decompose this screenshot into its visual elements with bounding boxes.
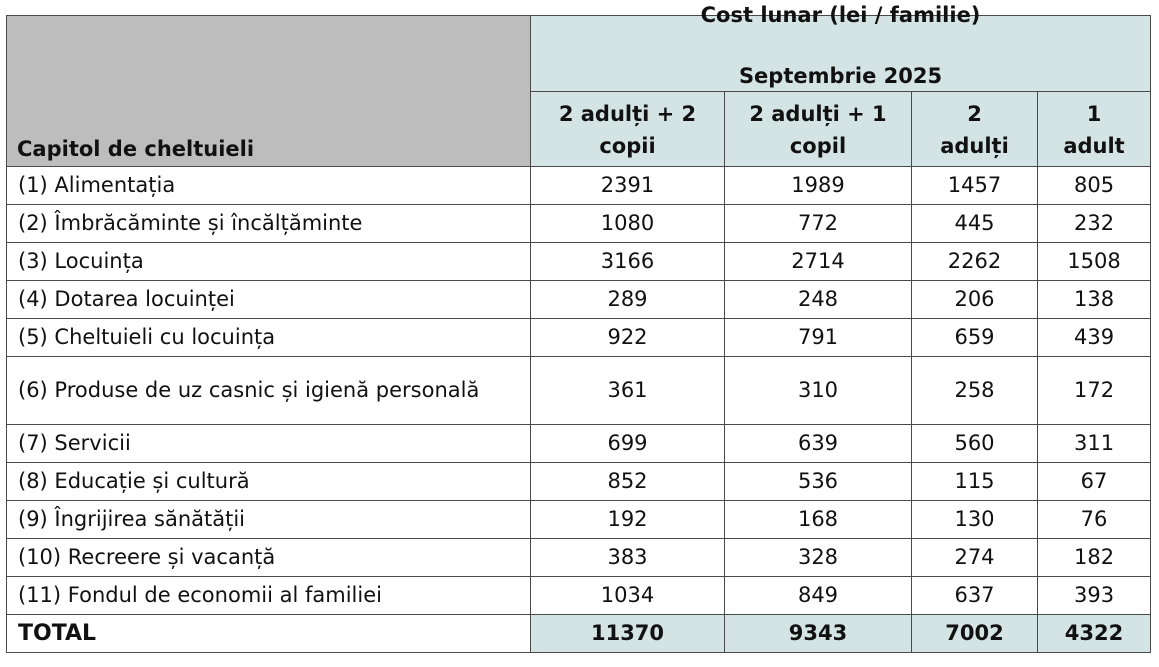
cost-value: 560 [912, 425, 1038, 463]
household-header-line: copii [599, 134, 656, 158]
cost-value: 168 [725, 501, 912, 539]
cost-value: 232 [1038, 205, 1151, 243]
chapter-label: (6) Produse de uz casnic și igienă personală [7, 357, 531, 425]
table-row [7, 319, 1151, 357]
cost-value: 659 [912, 319, 1038, 357]
table-row [7, 205, 1151, 243]
table-row [7, 539, 1151, 577]
cost-value: 805 [1038, 167, 1151, 205]
cost-value: 172 [1038, 357, 1151, 425]
chapter-label: (7) Servicii [7, 425, 531, 463]
total-value: 9343 [725, 615, 912, 653]
cost-value: 439 [1038, 319, 1151, 357]
table-row [7, 425, 1151, 463]
chapter-label: (3) Locuința [7, 243, 531, 281]
table-row [7, 357, 1151, 425]
cost-value: 115 [912, 463, 1038, 501]
household-header [725, 92, 912, 167]
table-row [7, 243, 1151, 281]
household-header-line: adulți [940, 134, 1009, 158]
cost-value: 76 [1038, 501, 1151, 539]
cost-value: 637 [912, 577, 1038, 615]
cost-value: 849 [725, 577, 912, 615]
period-label: Septembrie 2025 [738, 64, 943, 88]
household-header-line: 2 [967, 102, 982, 126]
chapter-label: (11) Fondul de economii al familiei [7, 577, 531, 615]
cost-value: 1080 [531, 205, 725, 243]
cost-title: Cost lunar (lei / familie) [700, 3, 981, 27]
chapter-label: (2) Îmbrăcăminte și încălțăminte [7, 205, 531, 243]
household-header-line: 2 adulți + 1 [749, 102, 887, 126]
cost-value: 67 [1038, 463, 1151, 501]
cost-value: 2262 [912, 243, 1038, 281]
cost-value: 206 [912, 281, 1038, 319]
household-header-line: adult [1063, 134, 1125, 158]
cost-value: 289 [531, 281, 725, 319]
cost-value: 328 [725, 539, 912, 577]
table-row [7, 167, 1151, 205]
cost-value: 311 [1038, 425, 1151, 463]
cost-value: 274 [912, 539, 1038, 577]
household-header-line: 2 adulți + 2 [558, 102, 697, 126]
cost-value: 383 [531, 539, 725, 577]
chapter-header: Capitol de cheltuieli [7, 16, 531, 167]
chapter-label: (1) Alimentația [7, 167, 531, 205]
cost-value: 791 [725, 319, 912, 357]
total-value: 7002 [912, 615, 1038, 653]
total-value: 11370 [531, 615, 725, 653]
cost-value: 922 [531, 319, 725, 357]
cost-value: 536 [725, 463, 912, 501]
chapter-label: (4) Dotarea locuinței [7, 281, 531, 319]
household-header-line: copil [789, 134, 847, 158]
cost-value: 138 [1038, 281, 1151, 319]
cost-value: 699 [531, 425, 725, 463]
chapter-label: (10) Recreere și vacanță [7, 539, 531, 577]
cost-value: 258 [912, 357, 1038, 425]
expense-table-container [6, 3, 1150, 657]
cost-value: 393 [1038, 577, 1151, 615]
household-header [1038, 92, 1151, 167]
cost-header [531, 3, 1151, 92]
household-header-line: 1 [1086, 102, 1102, 126]
table-row [7, 463, 1151, 501]
table-row [7, 281, 1151, 319]
expense-table [6, 3, 1151, 653]
table-header [7, 3, 1151, 167]
cost-value: 130 [912, 501, 1038, 539]
cost-value: 1457 [912, 167, 1038, 205]
chapter-label: (9) Îngrijirea sănătății [7, 501, 531, 539]
cost-value: 248 [725, 281, 912, 319]
table-row [7, 501, 1151, 539]
total-row [7, 615, 1151, 653]
cost-value: 852 [531, 463, 725, 501]
chapter-label: (8) Educație și cultură [7, 463, 531, 501]
cost-value: 3166 [531, 243, 725, 281]
cost-value: 1508 [1038, 243, 1151, 281]
cost-value: 1034 [531, 577, 725, 615]
cost-value: 639 [725, 425, 912, 463]
cost-value: 445 [912, 205, 1038, 243]
cost-value: 192 [531, 501, 725, 539]
cost-value: 2714 [725, 243, 912, 281]
cost-value: 1989 [725, 167, 912, 205]
cost-value: 772 [725, 205, 912, 243]
cost-value: 2391 [531, 167, 725, 205]
chapter-label: (5) Cheltuieli cu locuința [7, 319, 531, 357]
household-header [912, 92, 1038, 167]
table-row [7, 577, 1151, 615]
table-body [7, 167, 1151, 653]
total-label: TOTAL [7, 615, 531, 653]
cost-value: 310 [725, 357, 912, 425]
total-value: 4322 [1038, 615, 1151, 653]
household-header [531, 92, 725, 167]
cost-value: 182 [1038, 539, 1151, 577]
cost-value: 361 [531, 357, 725, 425]
